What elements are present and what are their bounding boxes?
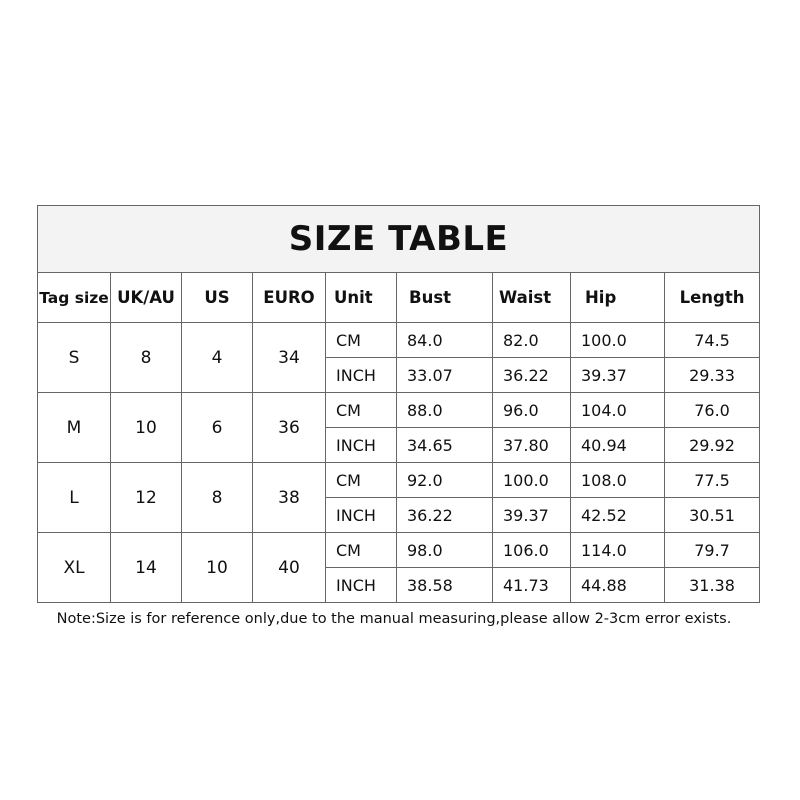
header-unit: Unit <box>326 273 397 323</box>
header-waist: Waist <box>493 273 571 323</box>
length-value: 29.33 <box>665 358 760 393</box>
waist-value: 106.0 <box>493 533 571 568</box>
euro-cell: 34 <box>253 323 326 393</box>
waist-value: 36.22 <box>493 358 571 393</box>
bust-value: 84.0 <box>397 323 493 358</box>
hip-value: 108.0 <box>571 463 665 498</box>
bust-value: 38.58 <box>397 568 493 603</box>
header-uk-au: UK/AU <box>111 273 182 323</box>
unit-cell: INCH <box>326 498 397 533</box>
size-tag-cell: L <box>38 463 111 533</box>
length-value: 77.5 <box>665 463 760 498</box>
length-value: 31.38 <box>665 568 760 603</box>
length-value: 74.5 <box>665 323 760 358</box>
reference-note: Note:Size is for reference only,due to the manual measuring,please allow 2-3cm error exists. <box>56 611 732 627</box>
unit-cell: CM <box>326 393 397 428</box>
us-cell: 6 <box>182 393 253 463</box>
header-euro: EURO <box>253 273 326 323</box>
hip-value: 100.0 <box>571 323 665 358</box>
unit-cell: INCH <box>326 358 397 393</box>
bust-value: 34.65 <box>397 428 493 463</box>
table-row <box>38 533 760 568</box>
bust-value: 88.0 <box>397 393 493 428</box>
table-row <box>38 463 760 498</box>
unit-cell: INCH <box>326 568 397 603</box>
euro-cell: 38 <box>253 463 326 533</box>
header-hip: Hip <box>571 273 665 323</box>
us-cell: 4 <box>182 323 253 393</box>
header-length: Length <box>665 273 760 323</box>
bust-value: 98.0 <box>397 533 493 568</box>
size-tag-cell: S <box>38 323 111 393</box>
waist-value: 96.0 <box>493 393 571 428</box>
bust-value: 92.0 <box>397 463 493 498</box>
length-value: 79.7 <box>665 533 760 568</box>
waist-value: 37.80 <box>493 428 571 463</box>
bust-value: 36.22 <box>397 498 493 533</box>
hip-value: 39.37 <box>571 358 665 393</box>
table-row <box>38 323 760 358</box>
unit-cell: CM <box>326 533 397 568</box>
hip-value: 40.94 <box>571 428 665 463</box>
length-value: 76.0 <box>665 393 760 428</box>
us-cell: 10 <box>182 533 253 603</box>
uk-au-cell: 10 <box>111 393 182 463</box>
waist-value: 39.37 <box>493 498 571 533</box>
header-tag-size: Tag size <box>38 273 111 323</box>
header-row <box>38 273 760 323</box>
size-table <box>37 205 760 603</box>
waist-value: 41.73 <box>493 568 571 603</box>
hip-value: 104.0 <box>571 393 665 428</box>
table-title: SIZE TABLE <box>38 206 760 273</box>
euro-cell: 36 <box>253 393 326 463</box>
size-tag-cell: M <box>38 393 111 463</box>
euro-cell: 40 <box>253 533 326 603</box>
length-value: 30.51 <box>665 498 760 533</box>
size-tag-cell: XL <box>38 533 111 603</box>
us-cell: 8 <box>182 463 253 533</box>
uk-au-cell: 12 <box>111 463 182 533</box>
title-row <box>38 206 760 273</box>
table-row <box>38 393 760 428</box>
uk-au-cell: 8 <box>111 323 182 393</box>
hip-value: 114.0 <box>571 533 665 568</box>
waist-value: 82.0 <box>493 323 571 358</box>
header-us: US <box>182 273 253 323</box>
size-chart <box>37 205 759 627</box>
waist-value: 100.0 <box>493 463 571 498</box>
hip-value: 44.88 <box>571 568 665 603</box>
unit-cell: CM <box>326 323 397 358</box>
length-value: 29.92 <box>665 428 760 463</box>
hip-value: 42.52 <box>571 498 665 533</box>
unit-cell: INCH <box>326 428 397 463</box>
uk-au-cell: 14 <box>111 533 182 603</box>
unit-cell: CM <box>326 463 397 498</box>
header-bust: Bust <box>397 273 493 323</box>
bust-value: 33.07 <box>397 358 493 393</box>
